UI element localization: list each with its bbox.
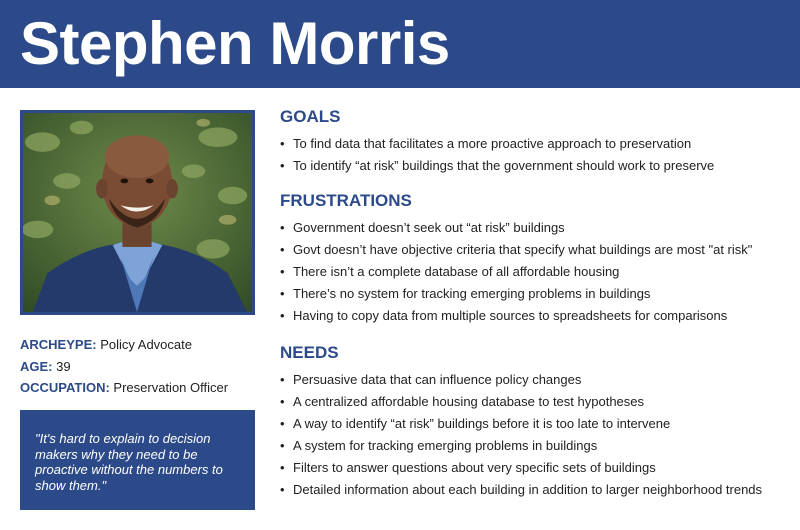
archetype-row [20,334,260,356]
list-item [280,155,790,177]
persona-facts [20,334,260,399]
goals-section [280,107,790,177]
list-item [280,305,790,327]
occupation-value: Preservation Officer [113,380,229,395]
list-item [280,239,790,261]
needs-heading: NEEDS [280,343,339,362]
bullet-icon: • [280,286,285,301]
list-item-text: A way to identify “at risk” buildings before it is too late to intervene [293,416,671,431]
bullet-icon: • [280,158,285,173]
list-item-text: A system for tracking emerging problems in buildings [293,438,598,453]
list-item-text: Detailed information about each building in addition to larger neighborhood trends [293,482,763,497]
portrait-image [23,113,252,312]
list-item [280,217,790,239]
age-label: AGE: [20,358,53,374]
list-item-text: To find data that facilitates a more proactive approach to preservation [293,136,692,151]
bullet-icon: • [280,460,285,475]
bullet-icon: • [280,242,285,257]
bullet-icon: • [280,482,285,497]
age-value: 39 [56,358,71,374]
frustrations-section [280,191,790,327]
bullet-icon: • [280,394,285,409]
list-item [280,435,790,457]
goals-list [280,133,790,177]
list-item-text: Government doesn’t seek out “at risk” buildings [293,220,565,235]
bullet-icon: • [280,220,285,235]
bullet-icon: • [280,136,285,151]
occupation-label: OCCUPATION: [20,380,110,395]
list-item [280,133,790,155]
list-item-text: Filters to answer questions about very specific sets of buildings [293,460,656,475]
needs-list [280,369,790,501]
bullet-icon: • [280,264,285,279]
list-item [280,283,790,305]
list-item-text: Having to copy data from multiple sources to spreadsheets for comparisons [293,308,728,323]
persona-photo [20,110,255,315]
list-item-text: Persuasive data that can influence policy changes [293,372,582,387]
archetype-label: ARCHEYPE: [20,337,97,352]
bullet-icon: • [280,372,285,387]
list-item-text: Govt doesn’t have objective criteria that specify what buildings are most "at risk" [293,242,753,257]
bullet-icon: • [280,438,285,453]
persona-quote: "It's hard to explain to decision makers why they need to be proactive without the numbers to show them." [20,410,255,510]
bullet-icon: • [280,416,285,431]
archetype-value: Policy Advocate [100,337,192,352]
list-item [280,413,790,435]
list-item-text: To identify “at risk” buildings that the government should work to preserve [293,158,715,173]
list-item-text: A centralized affordable housing database to test hypotheses [293,394,645,409]
needs-section [280,343,790,501]
goals-heading: GOALS [280,107,341,126]
occupation-row [20,377,260,399]
list-item [280,457,790,479]
list-item [280,479,790,501]
list-item [280,261,790,283]
frustrations-heading: FRUSTRATIONS [280,191,412,210]
list-item [280,369,790,391]
bullet-icon: • [280,308,285,323]
persona-name: Stephen Morris [20,10,450,77]
list-item-text: There’s no system for tracking emerging problems in buildings [293,286,651,301]
age-row [20,356,260,378]
list-item [280,391,790,413]
list-item-text: There isn’t a complete database of all affordable housing [293,264,620,279]
header-banner [0,0,800,88]
frustrations-list [280,217,790,327]
